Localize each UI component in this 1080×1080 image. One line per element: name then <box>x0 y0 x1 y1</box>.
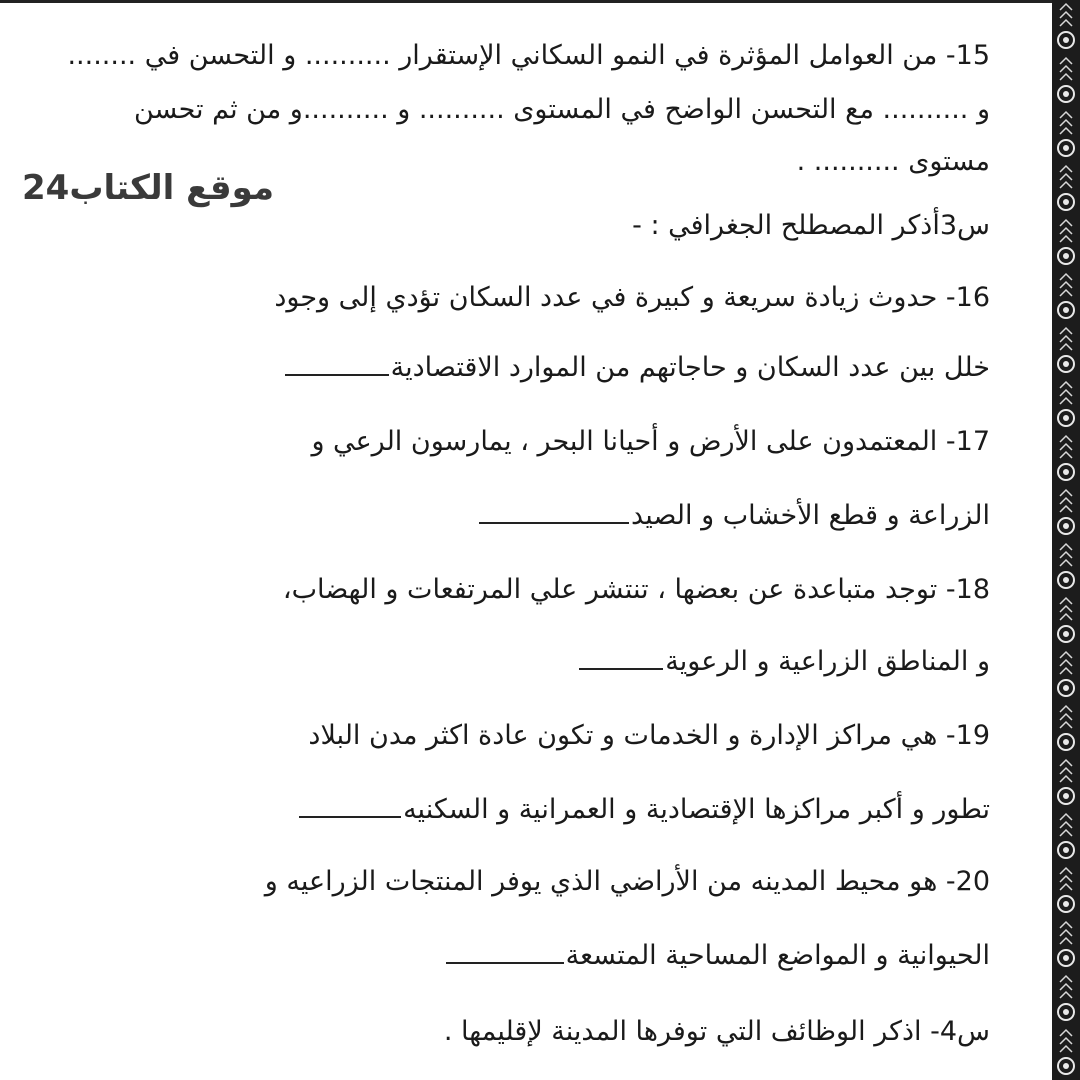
chevron-ornament-icon <box>1060 1030 1072 1036</box>
chevron-ornament-icon <box>1060 714 1072 720</box>
chevron-ornament-icon <box>1060 274 1072 280</box>
chevron-ornament-icon <box>1060 128 1072 134</box>
chevron-ornament-icon <box>1060 182 1072 188</box>
chevron-ornament-icon <box>1060 868 1072 874</box>
chevron-ornament-icon <box>1060 884 1072 890</box>
rosette-center-icon <box>1063 253 1069 259</box>
rosette-center-icon <box>1063 685 1069 691</box>
chevron-ornament-icon <box>1060 984 1072 990</box>
chevron-ornament-icon <box>1060 560 1072 566</box>
rosette-center-icon <box>1063 1009 1069 1015</box>
rosette-center-icon <box>1063 415 1069 421</box>
chevron-ornament-icon <box>1060 444 1072 450</box>
answer-blank-19 <box>299 814 401 818</box>
chevron-ornament-icon <box>1060 706 1072 712</box>
chevron-ornament-icon <box>1060 166 1072 172</box>
chevron-ornament-icon <box>1060 814 1072 820</box>
question-18-text: و المناطق الزراعية و الرعوية <box>665 646 990 677</box>
chevron-ornament-icon <box>1060 282 1072 288</box>
rosette-center-icon <box>1063 901 1069 907</box>
rosette-center-icon <box>1063 577 1069 583</box>
question-15-line-3: مستوى .......... . <box>796 146 990 177</box>
top-border-line <box>0 0 1052 3</box>
answer-blank-18 <box>579 666 663 670</box>
chevron-ornament-icon <box>1060 58 1072 64</box>
question-19-line-2 <box>299 794 990 825</box>
chevron-ornament-icon <box>1060 120 1072 126</box>
chevron-ornament-icon <box>1060 652 1072 658</box>
chevron-ornament-icon <box>1060 398 1072 404</box>
chevron-ornament-icon <box>1060 382 1072 388</box>
chevron-ornament-icon <box>1060 1038 1072 1044</box>
rosette-center-icon <box>1063 91 1069 97</box>
chevron-ornament-icon <box>1060 390 1072 396</box>
chevron-ornament-icon <box>1060 930 1072 936</box>
chevron-ornament-icon <box>1060 1046 1072 1052</box>
rosette-center-icon <box>1063 523 1069 529</box>
question-18-line-2 <box>579 646 990 677</box>
chevron-ornament-icon <box>1060 490 1072 496</box>
question-17-line-1: 17- المعتمدون على الأرض و أحيانا البحر ، يمارسون الرعي و <box>311 426 990 457</box>
answer-blank-20 <box>446 960 564 964</box>
rosette-center-icon <box>1063 469 1069 475</box>
rosette-center-icon <box>1063 37 1069 43</box>
chevron-ornament-icon <box>1060 768 1072 774</box>
border-ornament-icon <box>1052 0 1080 1080</box>
decorative-border <box>1052 0 1080 1080</box>
question-16-text: خلل بين عدد السكان و حاجاتهم من الموارد الاقتصادية <box>390 352 990 383</box>
chevron-ornament-icon <box>1060 668 1072 674</box>
chevron-ornament-icon <box>1060 220 1072 226</box>
question-17-text: الزراعة و قطع الأخشاب و الصيد <box>631 500 990 531</box>
chevron-ornament-icon <box>1060 174 1072 180</box>
chevron-ornament-icon <box>1060 344 1072 350</box>
chevron-ornament-icon <box>1060 760 1072 766</box>
rosette-center-icon <box>1063 361 1069 367</box>
question-20-text: الحيوانية و المواضع المساحية المتسعة <box>565 940 990 971</box>
rosette-center-icon <box>1063 307 1069 313</box>
rosette-center-icon <box>1063 955 1069 961</box>
question-17-line-2 <box>479 500 990 531</box>
chevron-ornament-icon <box>1060 598 1072 604</box>
chevron-ornament-icon <box>1060 992 1072 998</box>
site-watermark: موقع الكتاب24 <box>22 168 275 208</box>
chevron-ornament-icon <box>1060 4 1072 10</box>
chevron-ornament-icon <box>1060 498 1072 504</box>
chevron-ornament-icon <box>1060 452 1072 458</box>
rosette-center-icon <box>1063 145 1069 151</box>
question-15-line-1: 15- من العوامل المؤثرة في النمو السكاني الإستقرار .......... و التحسن في ........ <box>67 40 990 71</box>
rosette-center-icon <box>1063 847 1069 853</box>
rosette-center-icon <box>1063 793 1069 799</box>
question-16-line-2 <box>285 352 990 383</box>
chevron-ornament-icon <box>1060 66 1072 72</box>
chevron-ornament-icon <box>1060 776 1072 782</box>
chevron-ornament-icon <box>1060 722 1072 728</box>
chevron-ornament-icon <box>1060 922 1072 928</box>
section-4-heading: س4- اذكر الوظائف التي توفرها المدينة لإقليمها . <box>443 1016 990 1047</box>
chevron-ornament-icon <box>1060 436 1072 442</box>
chevron-ornament-icon <box>1060 606 1072 612</box>
chevron-ornament-icon <box>1060 12 1072 18</box>
chevron-ornament-icon <box>1060 74 1072 80</box>
rosette-center-icon <box>1063 739 1069 745</box>
question-18-line-1: 18- توجد متباعدة عن بعضها ، تنتشر علي المرتفعات و الهضاب، <box>282 574 990 605</box>
chevron-ornament-icon <box>1060 328 1072 334</box>
question-15-line-2: و .......... مع التحسن الواضح في المستوى .......... و ..........و من ثم تحسن <box>133 94 990 125</box>
question-20-line-2 <box>446 940 990 971</box>
rosette-center-icon <box>1063 1063 1069 1069</box>
chevron-ornament-icon <box>1060 544 1072 550</box>
chevron-ornament-icon <box>1060 290 1072 296</box>
chevron-ornament-icon <box>1060 876 1072 882</box>
section-3-heading: س3أذكر المصطلح الجغرافي : - <box>632 210 990 241</box>
chevron-ornament-icon <box>1060 112 1072 118</box>
answer-blank-16 <box>285 372 389 376</box>
chevron-ornament-icon <box>1060 976 1072 982</box>
chevron-ornament-icon <box>1060 336 1072 342</box>
chevron-ornament-icon <box>1060 938 1072 944</box>
question-19-text: تطور و أكبر مراكزها الإقتصادية و العمرانية و السكنيه <box>403 794 990 825</box>
chevron-ornament-icon <box>1060 20 1072 26</box>
chevron-ornament-icon <box>1060 506 1072 512</box>
rosette-center-icon <box>1063 199 1069 205</box>
chevron-ornament-icon <box>1060 552 1072 558</box>
chevron-ornament-icon <box>1060 614 1072 620</box>
answer-blank-17 <box>479 520 629 524</box>
chevron-ornament-icon <box>1060 822 1072 828</box>
question-16-line-1: 16- حدوث زيادة سريعة و كبيرة في عدد السكان تؤدي إلى وجود <box>274 282 990 313</box>
chevron-ornament-icon <box>1060 830 1072 836</box>
chevron-ornament-icon <box>1060 236 1072 242</box>
chevron-ornament-icon <box>1060 660 1072 666</box>
chevron-ornament-icon <box>1060 228 1072 234</box>
question-19-line-1: 19- هي مراكز الإدارة و الخدمات و تكون عادة اكثر مدن البلاد <box>308 720 990 751</box>
rosette-center-icon <box>1063 631 1069 637</box>
question-20-line-1: 20- هو محيط المدينه من الأراضي الذي يوفر المنتجات الزراعيه و <box>264 866 990 897</box>
